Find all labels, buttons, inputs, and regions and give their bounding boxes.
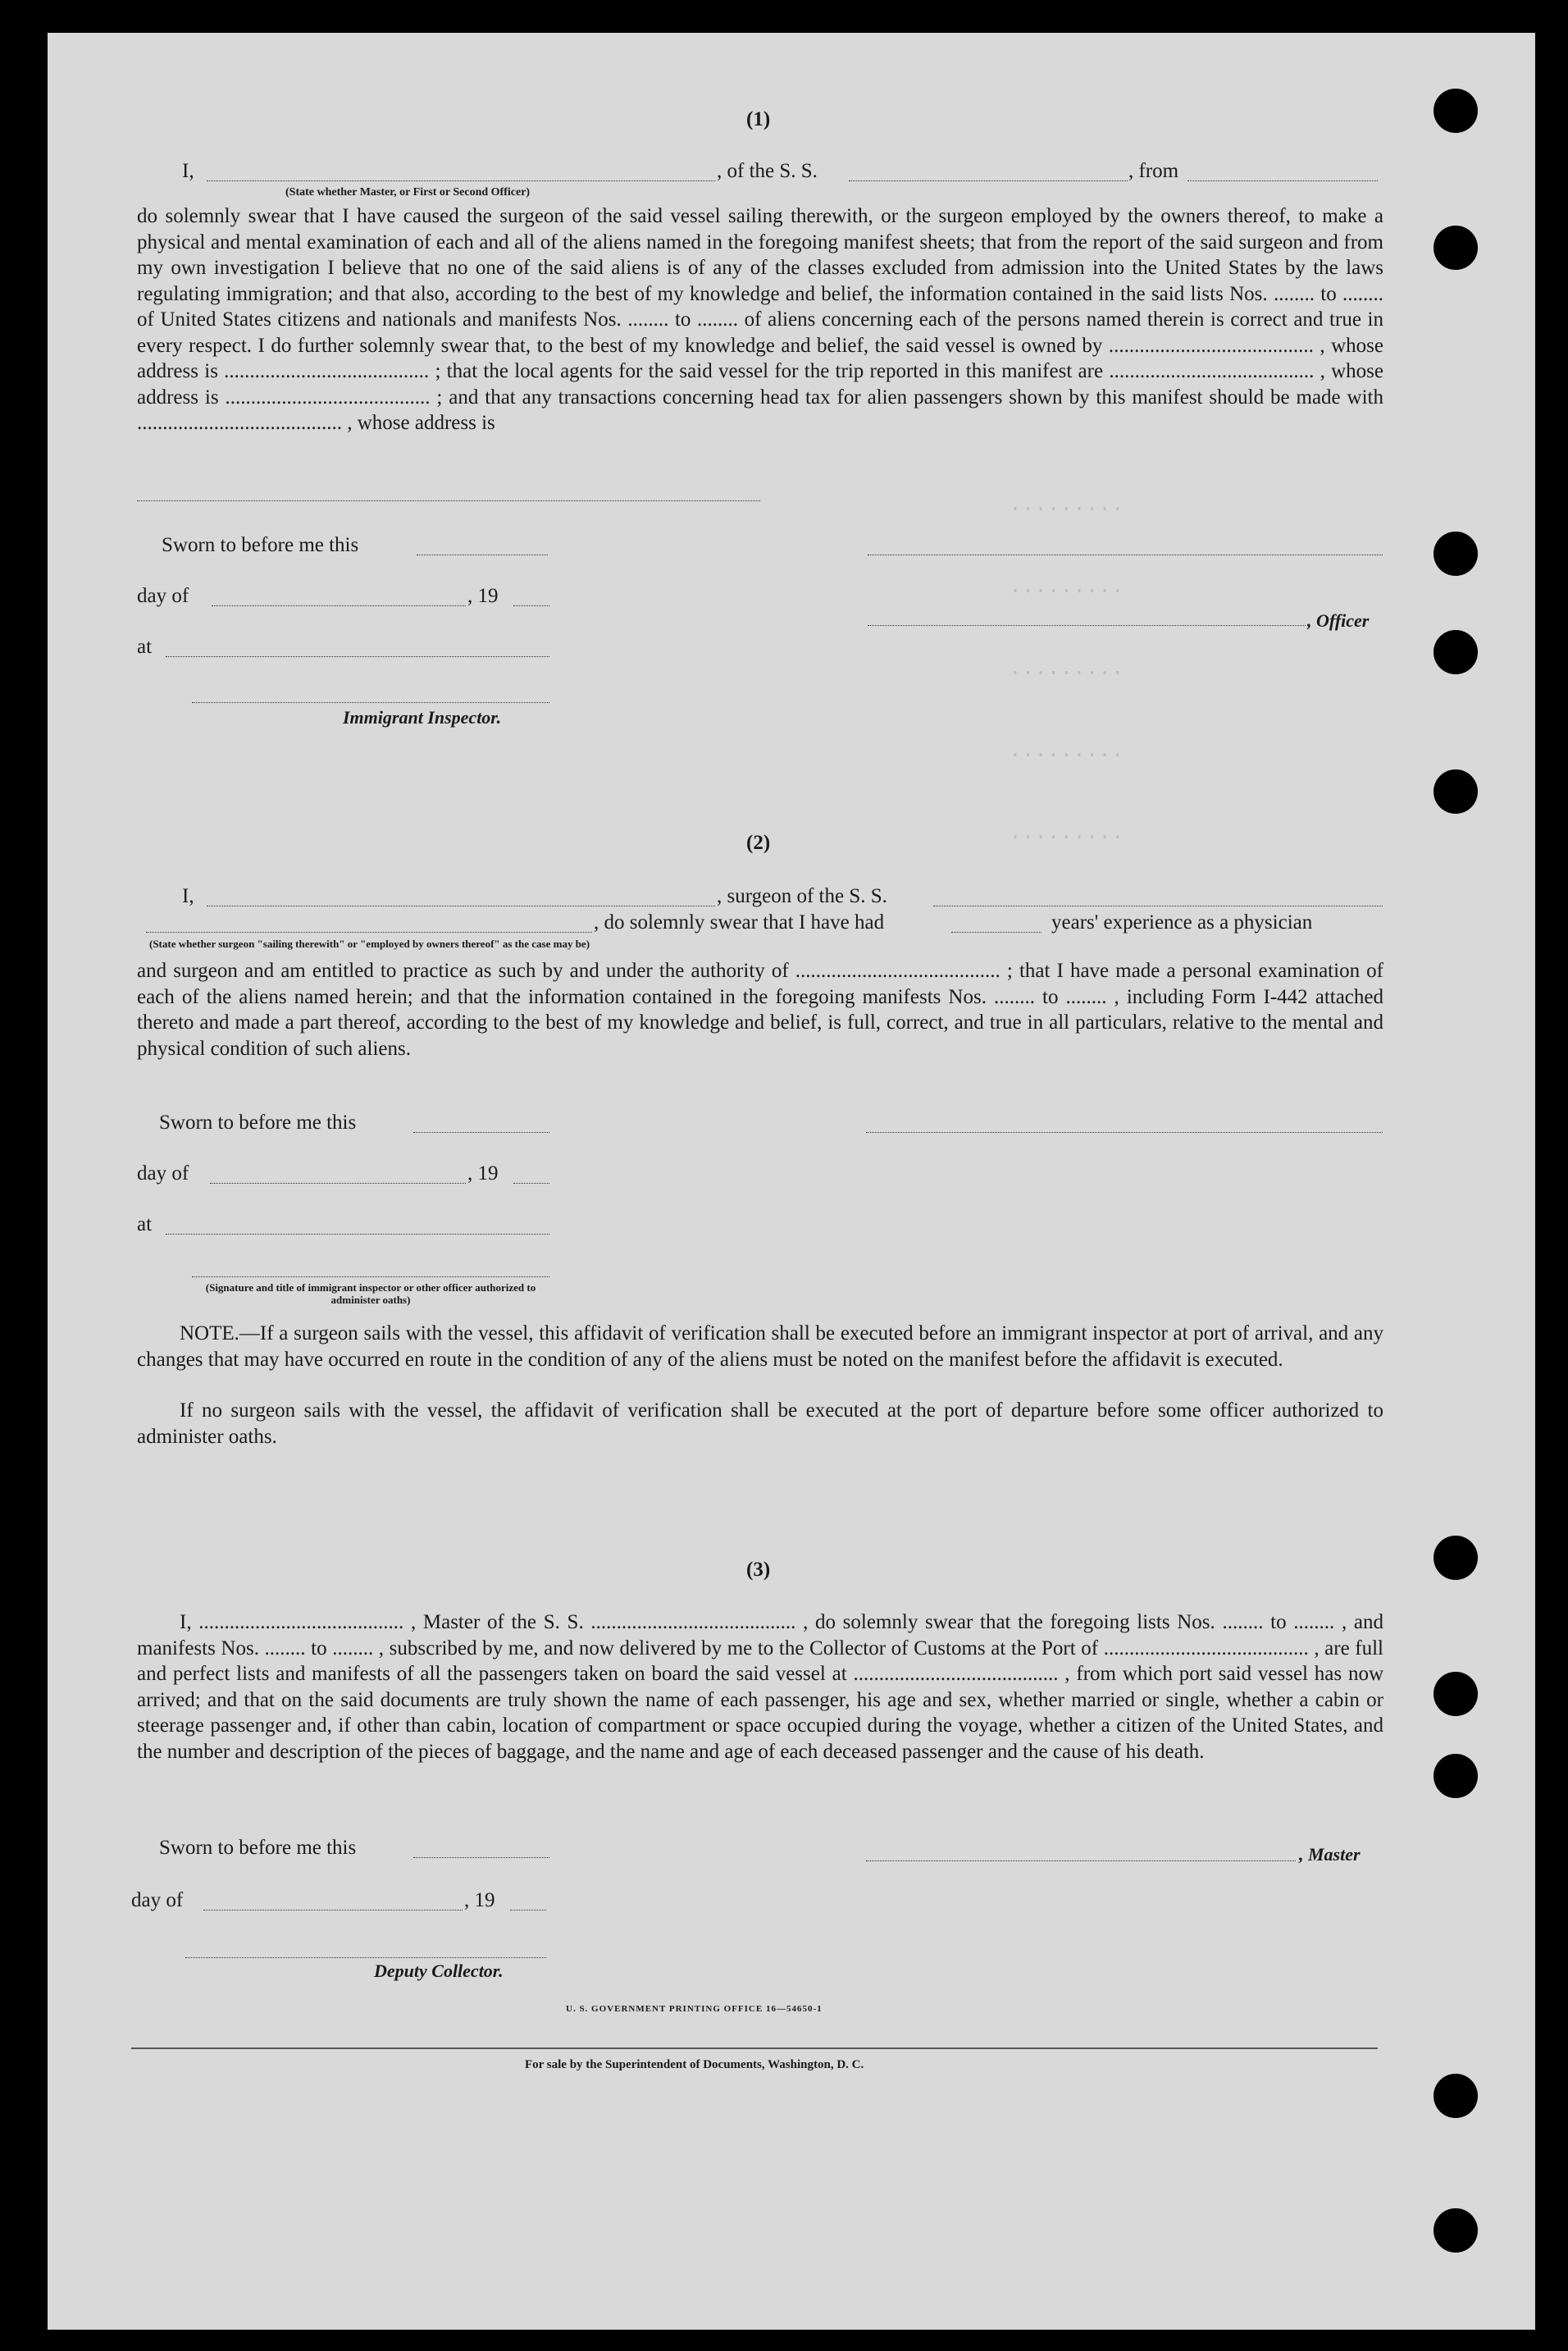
at-label-2: at (137, 1213, 153, 1235)
at-label-1: at (137, 636, 153, 658)
oath-paragraph-2: and surgeon and am entitled to practice as such by and under the authority of ........................................ ; that I have made a personal examination of each of the aliens named herein; and that the information contained in the foregoing manifests Nos. ........ to ........ , including Form I-442 attached thereto and made a part thereof, according to the best of my knowledge and belief, is full, correct, and true in all particulars, relative to the mental and physical condition of such aliens. (137, 960, 1383, 1060)
officer-title-field[interactable] (868, 625, 1306, 626)
note-paragraph-1: NOTE.—If a surgeon sails with the vessel, this affidavit of verification shall be executed before an immigrant inspector at port of arrival, and any changes that may have occurred en route in the condition of any of the aliens must be noted on the manifest before the affidavit is executed. (137, 1322, 1383, 1371)
inspector-label: Immigrant Inspector. (343, 707, 502, 728)
collector-signature-line[interactable] (185, 1957, 546, 1958)
binder-hole (1434, 630, 1478, 674)
year-label-2: , 19 (467, 1162, 499, 1185)
years-label: years' experience as a physician (1051, 911, 1313, 934)
swear-label-2: , do solemnly swear that I have had (594, 911, 885, 934)
oath-paragraph-3: I, ........................................ , Master of the S. S. ........................................ , do solemnly swear that the foregoing lists Nos. ........ to ........ , and manifests Nos. ........ to ........ , subscribed by me, and now delivered by me to the Collector of Customs at the Port of ........................................ , are full and perfect lists and manifests of all the passengers taken on board the said vessel at ........................................ , from which port said vessel has now arrived; and that on the said documents are truly shown the name of each passenger, his age and sex, whether married or single, whether a cabin or steerage passenger and, if other than cabin, location of compartment or space occupied during the voyage, whether a citizen of the United States, and the number and description of the pieces of baggage, and the name and age of each deceased passenger and the cause of his death. (137, 1611, 1383, 1763)
at-place-field-1[interactable] (166, 656, 549, 657)
binder-hole (1434, 1672, 1478, 1716)
binder-hole (1434, 2074, 1478, 2118)
master-signature-field[interactable] (866, 1860, 1296, 1861)
sworn-label-2: Sworn to before me this (159, 1112, 357, 1134)
printing-office-imprint: U. S. GOVERNMENT PRINTING OFFICE 16—54650-1 (566, 2004, 823, 2014)
surgeon-i-label: I, (182, 885, 194, 907)
bleed-through: ......... (1009, 738, 1124, 763)
year-label-1: , 19 (467, 585, 499, 607)
of-ss-label: , of the S. S. (717, 160, 818, 182)
sale-notice: For sale by the Superintendent of Documents, Washington, D. C. (525, 2058, 864, 2071)
bleed-through: ......... (1009, 492, 1124, 517)
binder-hole (1434, 1754, 1478, 1798)
from-label: , from (1128, 160, 1179, 182)
binder-hole (1434, 226, 1478, 270)
year-field-2[interactable] (513, 1183, 549, 1184)
month-field-2[interactable] (210, 1183, 466, 1184)
surgeon-signature-field[interactable] (866, 1132, 1383, 1133)
at-place-field-2[interactable] (166, 1234, 549, 1235)
head-tax-address-field[interactable] (137, 500, 760, 501)
footer-rule (131, 2047, 1378, 2049)
day-of-label-1: day of (137, 585, 189, 607)
deputy-collector-label: Deputy Collector. (374, 1961, 504, 1981)
day-of-label-2: day of (137, 1162, 189, 1185)
year-label-3: , 19 (464, 1889, 495, 1911)
sworn-day-field-2[interactable] (413, 1132, 549, 1133)
officer-i-label: I, (182, 160, 194, 182)
binder-hole (1434, 532, 1478, 576)
surgeon-of-label: , surgeon of the S. S. (717, 885, 887, 907)
year-field-1[interactable] (513, 605, 549, 606)
note-paragraph-2: If no surgeon sails with the vessel, the affidavit of verification shall be executed at the port of departure before some officer authorized to administer oaths. (137, 1399, 1383, 1448)
sworn-label-1: Sworn to before me this (162, 534, 359, 556)
sworn-day-field-3[interactable] (413, 1857, 549, 1858)
inspector-signature-line[interactable] (192, 702, 549, 703)
binder-hole (1434, 769, 1478, 814)
sworn-label-3: Sworn to before me this (159, 1837, 357, 1859)
section-number: (1) (746, 108, 771, 130)
binder-hole (1434, 89, 1478, 133)
port-from-field[interactable] (1187, 180, 1378, 181)
years-field[interactable] (951, 932, 1042, 933)
month-field-1[interactable] (212, 605, 466, 606)
vessel-name-field[interactable] (849, 180, 1128, 181)
officer-label: , Officer (1307, 610, 1370, 631)
signature-note: (Signature and title of immigrant inspector or other officer authorized to administer oaths) (205, 1281, 536, 1306)
bleed-through: ......... (1009, 656, 1124, 681)
bleed-through: ......... (1009, 574, 1124, 599)
master-label: , Master (1299, 1844, 1361, 1865)
section-number: (2) (746, 832, 771, 854)
day-of-label-3: day of (131, 1889, 184, 1911)
officer-rank-note: (State whether Master, or First or Second Officer) (285, 186, 531, 199)
bleed-through: ......... (1009, 820, 1124, 845)
binder-hole (1434, 2208, 1478, 2253)
oath-paragraph-1: do solemnly swear that I have caused the surgeon of the said vessel sailing therewith, or the surgeon employed by the owners thereof, to make a physical and mental examination of each and all of the aliens named in the foregoing manifest sheets; that from the report of the said surgeon and from my own investigation I believe that no one of the said aliens is of any of the classes excluded from admission into the United States by the laws regulating immigration; and that also, according to the best of my knowledge and belief, the information contained in the said lists Nos. ........ to ........ of United States citizens and nationals and manifests Nos. ........ to ........ of aliens concerning each of the persons named therein is correct and true in every respect. I do further solemnly swear that, to the best of my knowledge and belief, the said vessel is owned by ........................................ , whose address is ........................................ ; that the local agents for the said vessel for the trip reported in this manifest are ........................................ , whose address is ........................................ ; and that any transactions concerning head tax for alien passengers shown by this manifest should be made with ........................................ , whose address is (137, 205, 1383, 434)
officer-signature-line-2[interactable] (192, 1276, 549, 1277)
surgeon-status-note: (State whether surgeon "sailing therewith" or "employed by owners thereof" as the case may be) (149, 938, 590, 950)
binder-hole (1434, 1536, 1478, 1580)
section-number: (3) (746, 1559, 771, 1581)
